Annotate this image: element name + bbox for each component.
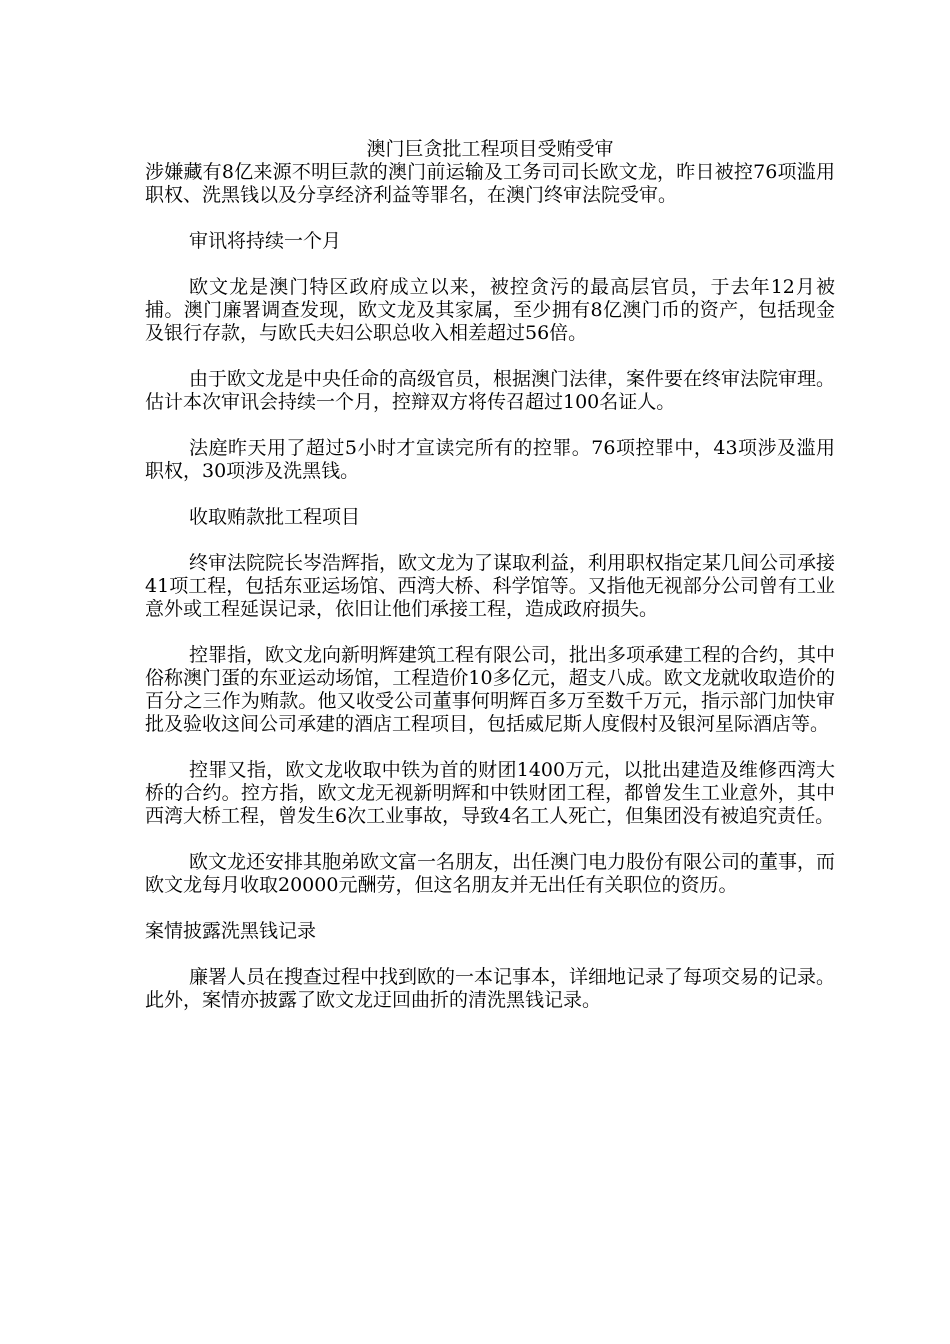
paragraph-7: 控罪又指，欧文龙收取中铁为首的财团1400万元，以批出建造及维修西湾大桥的合约。控方指，欧文龙无视新明辉和中铁财团工程，都曾发生工业意外，其中西湾大桥工程，曾发生6次工业事故，导致4名工人死亡，但集团没有被追究责任。 bbox=[145, 759, 835, 827]
subheading-money-laundering: 案情披露洗黑钱记录 bbox=[145, 920, 317, 942]
paragraph-6: 控罪指，欧文龙向新明辉建筑工程有限公司，批出多项承建工程的合约，其中俗称澳门蛋的东亚运动场馆，工程造价10多亿元，超支八成。欧文龙就收取造价的百分之三作为贿款。他又收受公司董事何明辉百多万至数千万元，指示部门加快审批及验收这间公司承建的酒店工程项目，包括威尼斯人度假村及银河星际酒店等。 bbox=[145, 644, 836, 735]
paragraph-4: 法庭昨天用了超过5小时才宣读完所有的控罪。76项控罪中，43项涉及滥用职权，30项涉及洗黑钱。 bbox=[145, 437, 835, 482]
article-title: 澳门巨贪批工程项目受贿受审 bbox=[366, 138, 614, 160]
paragraph-3: 由于欧文龙是中央任命的高级官员，根据澳门法律，案件要在终审法院审理。估计本次审讯会持续一个月，控辩双方将传召超过100名证人。 bbox=[145, 368, 836, 413]
subheading-trial-duration: 审讯将持续一个月 bbox=[189, 230, 342, 252]
paragraph-2: 欧文龙是澳门特区政府成立以来，被控贪污的最高层官员，于去年12月被捕。澳门廉署调查发现，欧文龙及其家属，至少拥有8亿澳门币的资产，包括现金及银行存款，与欧氏夫妇公职总收入相差超过56倍。 bbox=[145, 276, 835, 344]
paragraph-1: 涉嫌藏有8亿来源不明巨款的澳门前运输及工务司司长欧文龙，昨日被控76项滥用职权、洗黑钱以及分享经济利益等罪名，在澳门终审法院受审。 bbox=[145, 161, 835, 206]
subheading-bribes: 收取贿款批工程项目 bbox=[189, 506, 361, 528]
paragraph-8: 欧文龙还安排其胞弟欧文富一名朋友，出任澳门电力股份有限公司的董事，而欧文龙每月收取20000元酬劳，但这名朋友并无出任有关职位的资历。 bbox=[145, 851, 836, 896]
paragraph-9: 廉署人员在搜查过程中找到欧的一本记事本，详细地记录了每项交易的记录。此外，案情亦披露了欧文龙迂回曲折的清洗黑钱记录。 bbox=[145, 966, 836, 1011]
document-page bbox=[145, 138, 835, 1035]
paragraph-5: 终审法院院长岑浩辉指，欧文龙为了谋取利益，利用职权指定某几间公司承接41项工程，包括东亚运场馆、西湾大桥、科学馆等。又指他无视部分公司曾有工业意外或工程延误记录，依旧让他们承接工程，造成政府损失。 bbox=[145, 552, 836, 620]
